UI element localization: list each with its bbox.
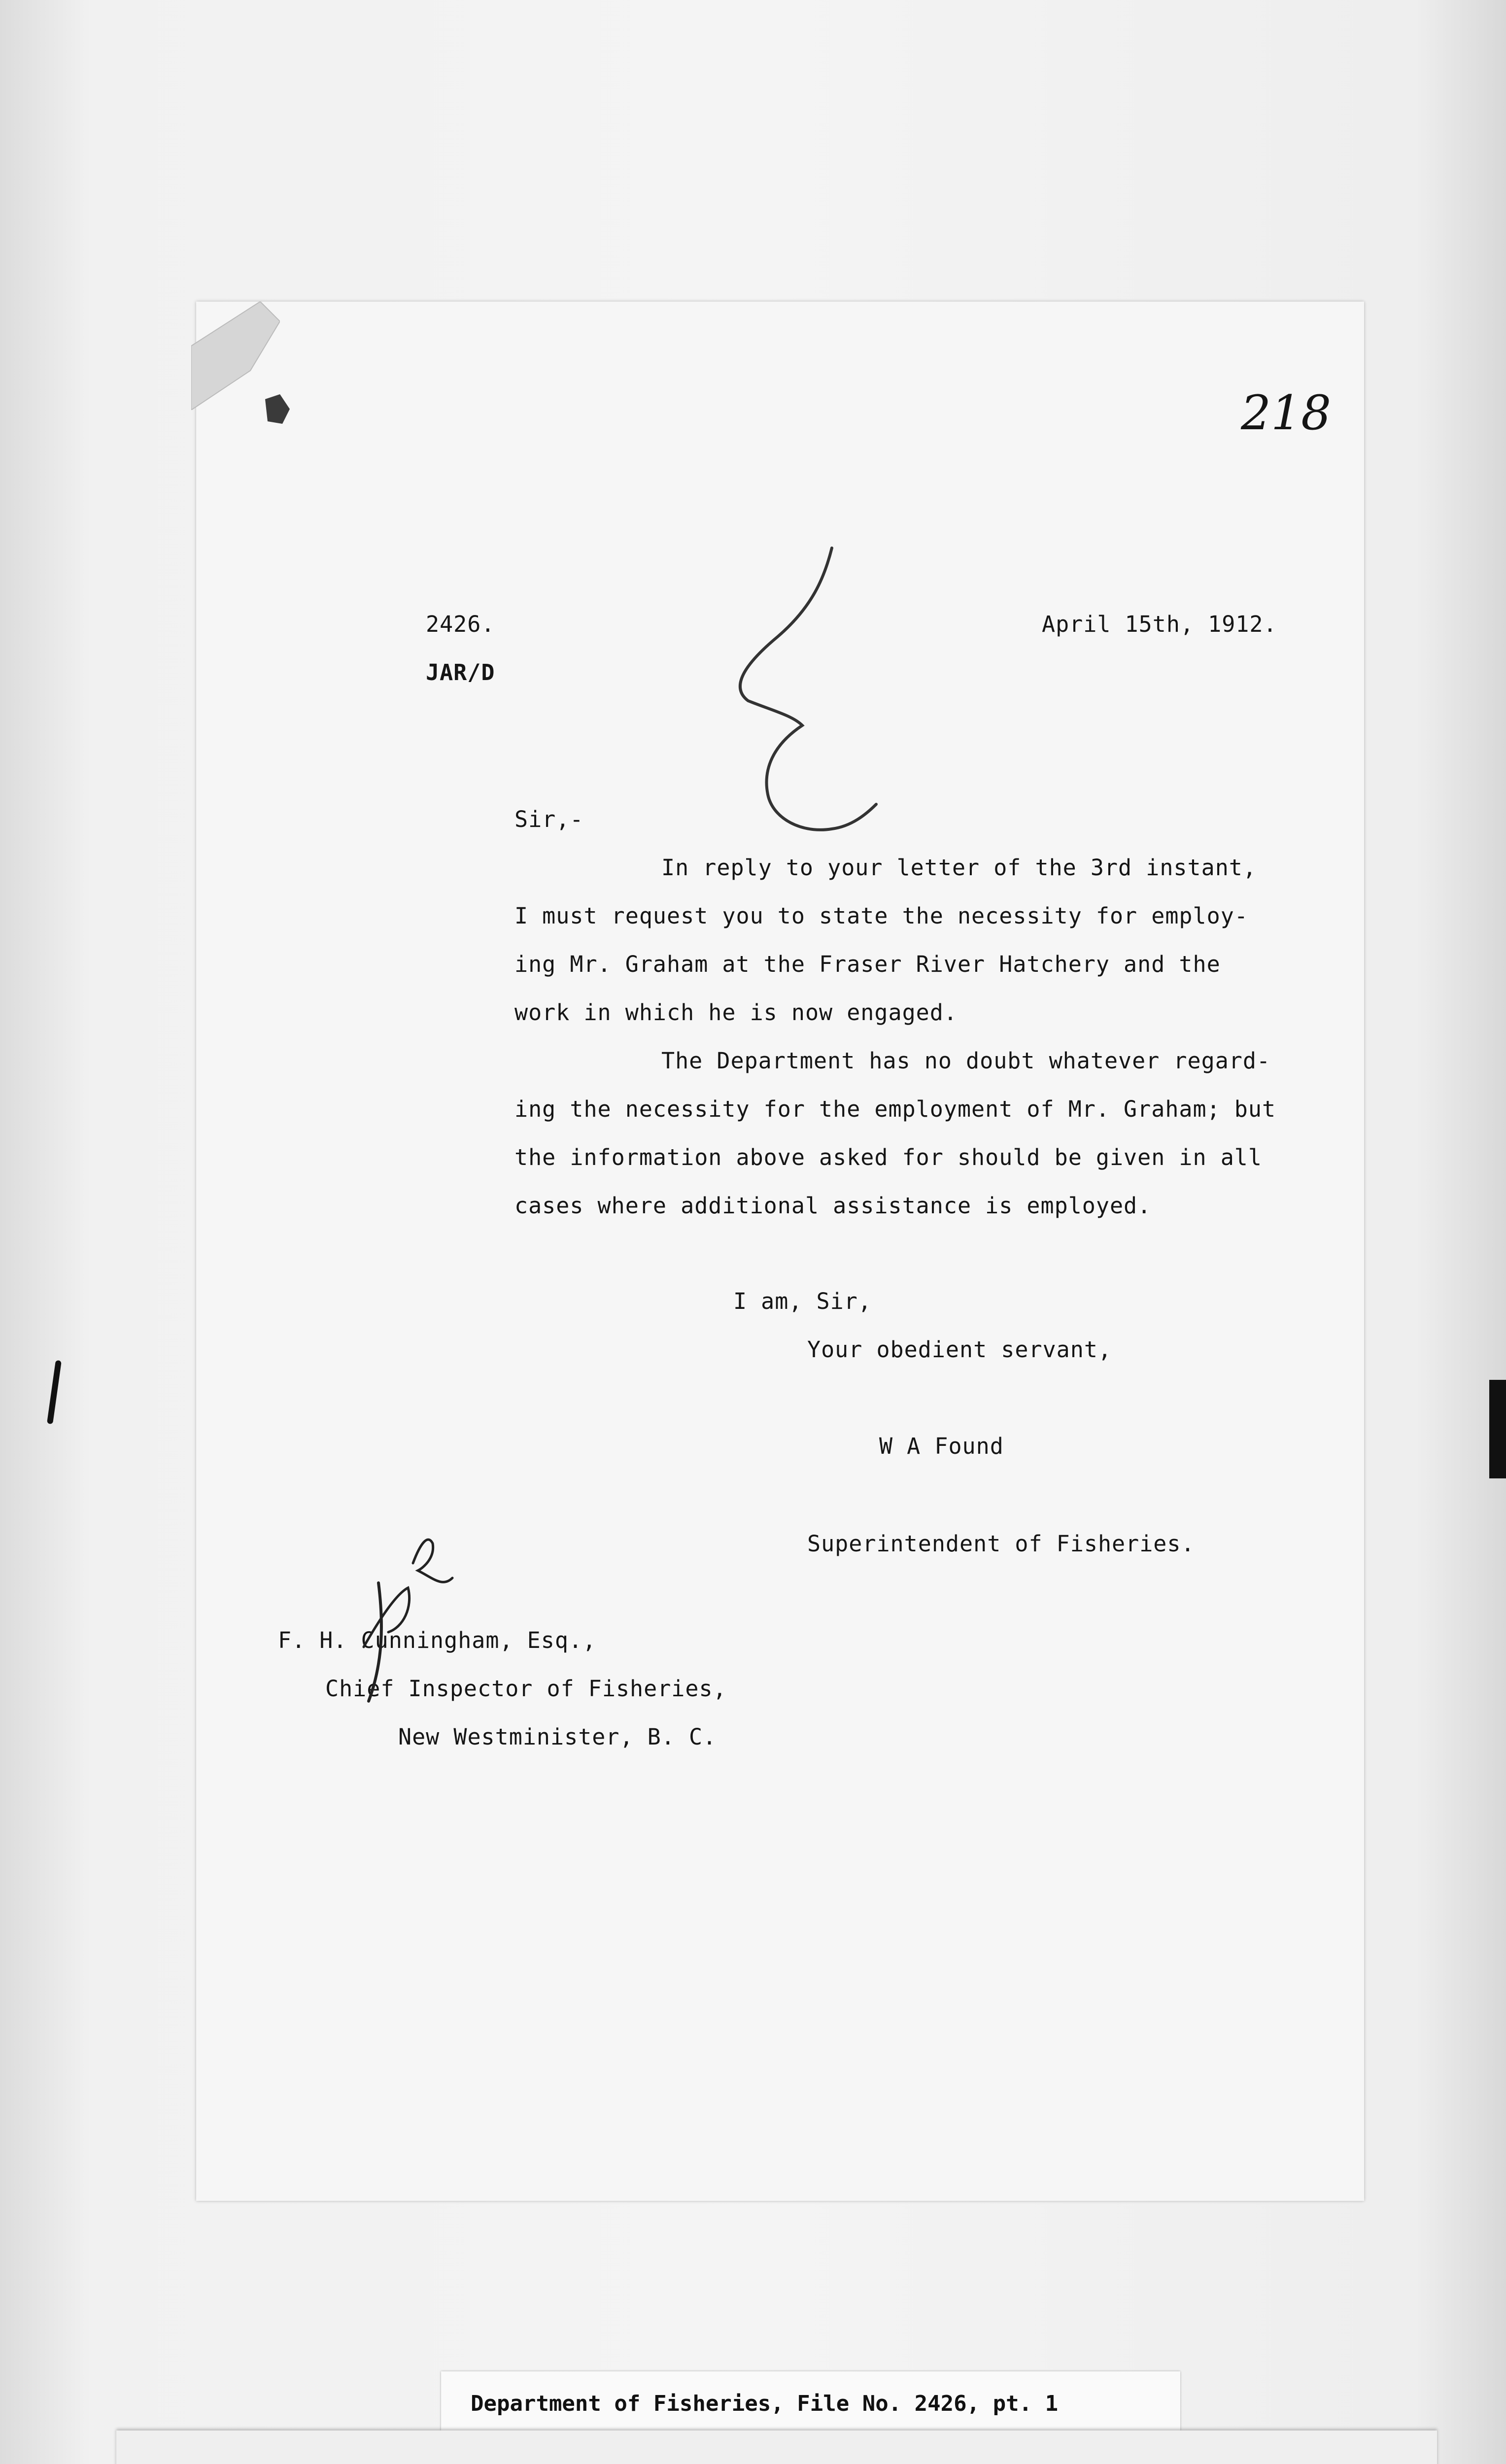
paragraph-1-line: I must request you to state the necessity for employ- xyxy=(514,903,1248,929)
archive-stamp xyxy=(116,2430,1437,2464)
paragraph-2-line: The Department has no doubt whatever regard- xyxy=(661,1048,1271,1074)
typist-initials: JAR/D xyxy=(426,659,495,685)
paragraph-1-line: work in which he is now engaged. xyxy=(514,999,958,1026)
file-label-strip xyxy=(441,2371,1180,2430)
addressee-line: New Westminister, B. C. xyxy=(398,1724,717,1750)
right-edge-mark xyxy=(1489,1380,1506,1478)
paragraph-2-line: the information above asked for should be given in all xyxy=(514,1144,1262,1170)
page-number: 218 xyxy=(1241,385,1332,441)
letter-page xyxy=(196,302,1364,2201)
file-label: Department of Fisheries, File No. 2426, pt. 1 xyxy=(471,2391,1059,2416)
addressee-line: Chief Inspector of Fisheries, xyxy=(325,1676,727,1702)
paragraph-2-line: ing the necessity for the employment of Mr. Graham; but xyxy=(514,1096,1276,1122)
salutation: Sir,- xyxy=(514,806,584,832)
letter-date: April 15th, 1912. xyxy=(1042,611,1277,637)
handwritten-squiggle-mark xyxy=(719,538,886,858)
paragraph-1-line: ing Mr. Graham at the Fraser River Hatchery and the xyxy=(514,951,1221,977)
signature: W A Found xyxy=(879,1433,1004,1459)
closing-line-1: I am, Sir, xyxy=(733,1288,872,1314)
paragraph-2-line: cases where additional assistance is employed. xyxy=(514,1193,1152,1219)
punch-hole xyxy=(260,389,295,429)
signer-title: Superintendent of Fisheries. xyxy=(807,1531,1195,1557)
closing-line-2: Your obedient servant, xyxy=(807,1336,1112,1363)
addressee-line: F. H. Cunningham, Esq., xyxy=(278,1627,597,1653)
paragraph-1-line: In reply to your letter of the 3rd instant, xyxy=(661,855,1257,881)
handwritten-initials xyxy=(334,1524,472,1711)
file-reference: 2426. xyxy=(426,611,495,637)
